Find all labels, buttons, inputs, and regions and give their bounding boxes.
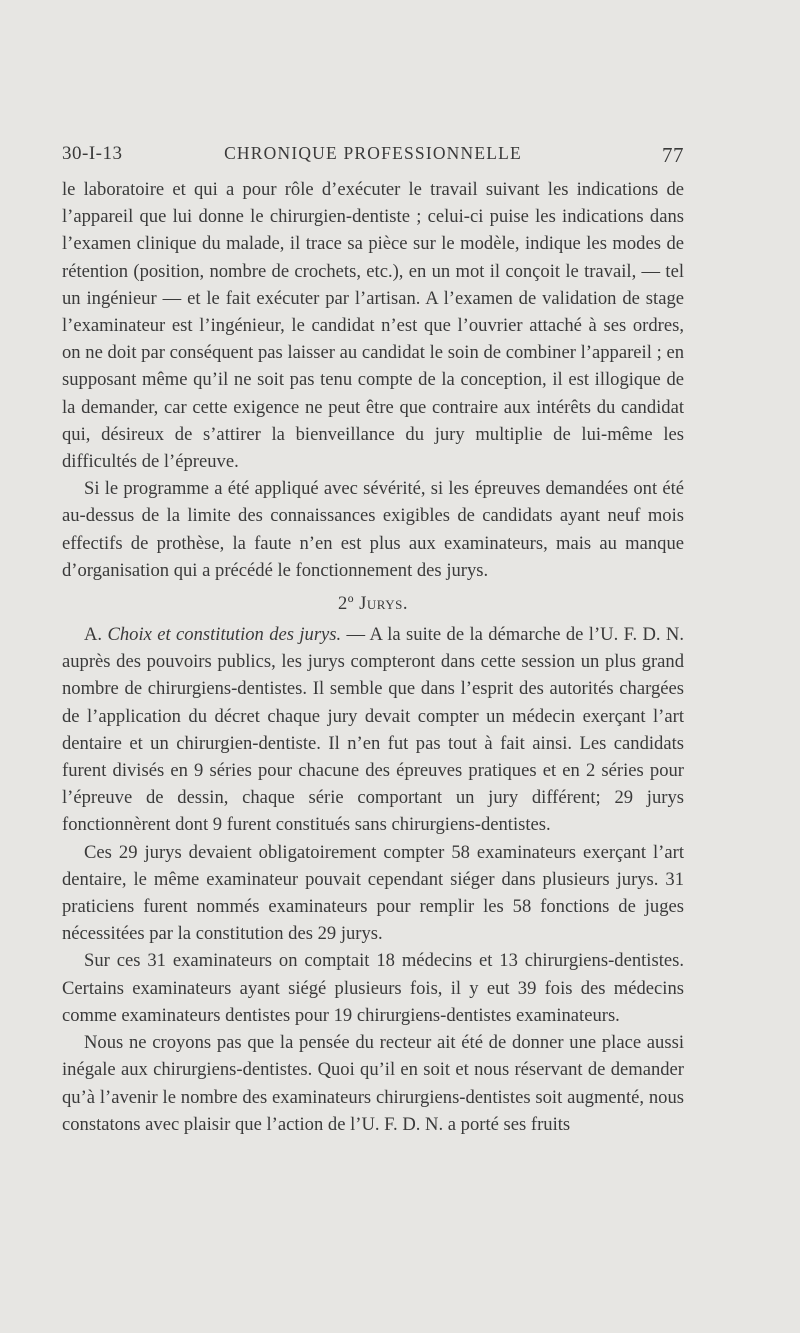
paragraph-2: Si le programme a été appliqué avec sévérité, si les épreuves demandées ont été au-dessus de la limite des connaissances exigibles de candidats ayant neuf mois effectifs de prothèse, la faute n’en est plus aux examinateurs, mais au manque d’organisation qui a précédé le fonctionnement des jurys. bbox=[62, 478, 684, 581]
subsection-letter: A. bbox=[84, 624, 103, 646]
subsection-text: — A la suite de la démarche de l’U. F. D. N. auprès des pouvoirs publics, les jurys compteront dans cette session un plus grand nombre de chirurgiens-dentistes. Il semble que dans l’esprit des autorités chargées de l’application du décret chaque jury devait compter un médecin exerçant l’art dentaire et un chirurgien-dentiste. Il n’en fut pas tout à fait ainsi. Les candidats furent divisés en 9 séries pour chacune des épreuves pratiques et en 2 séries pour l’épreuve de dessin, chaque série comportant un jury différent; 29 jurys fonctionnèrent dont 9 furent constitués sans chirurgiens-dentistes. bbox=[62, 624, 684, 836]
subsection-title: Choix et constitution des jurys. bbox=[107, 624, 342, 646]
section-heading: 2º Jurys. bbox=[337, 593, 409, 615]
running-title: CHRONIQUE PROFESSIONNELLE bbox=[224, 143, 522, 163]
paragraph-4: Ces 29 jurys devaient obligatoirement compter 58 examinateurs exerçant l’art dentaire, le même examinateur pouvait cependant siéger dans plusieurs jurys. 31 praticiens furent nommés examinateurs pour remplir les 58 fonctions de juges nécessitées par la constitution des 29 jurys. bbox=[62, 841, 684, 945]
paragraph-5: Sur ces 31 examinateurs on comptait 18 médecins et 13 chirurgiens-dentistes. Certains examinateurs ayant siégé plusieurs fois, il y eut 39 fois des médecins comme examinateurs dentistes pour 19 chirurgiens-dentistes examinateurs. bbox=[62, 950, 684, 1026]
running-header bbox=[62, 143, 684, 171]
subsection-paragraph bbox=[62, 621, 684, 839]
header-date: 30-I-13 bbox=[62, 143, 123, 164]
paragraph-1: le laboratoire et qui a pour rôle d’exécuter le travail suivant les indications de l’appareil que lui donne le chirurgien-dentiste ; celui-ci puise les indications dans l’examen clinique du malade, il trace sa pièce sur le modèle, indique les modes de rétention (position, nombre de crochets, etc.), en un mot il conçoit le travail, — tel un ingénieur — et le fait exécuter par l’artisan. A l’examen de validation de stage l’examinateur est l’ingénieur, le candidat n’est que l’ouvrier attaché à ses ordres, on ne doit par conséquent pas laisser au candidat le soin de combiner l’appareil ; en supposant même qu’il ne soit pas tenu compte de la conception, il est illogique de la demander, car cette exigence ne peut être que contraire aux intérêts du candidat qui, désireux de s’attirer la bienveillance du jury multiplie de lui-même les difficultés de l’épreuve. bbox=[62, 179, 684, 473]
body-text bbox=[62, 176, 684, 1138]
page-number: 77 bbox=[662, 143, 684, 167]
paragraph-6: Nous ne croyons pas que la pensée du recteur ait été de donner une place aussi inégale aux chirurgiens-dentistes. Quoi qu’il en soit et nous réservant de demander qu’à l’avenir le nombre des examinateurs chirurgiens-dentistes soit augmenté, nous constatons avec plaisir que l’action de l’U. F. D. N. a porté ses fruits bbox=[62, 1032, 684, 1135]
